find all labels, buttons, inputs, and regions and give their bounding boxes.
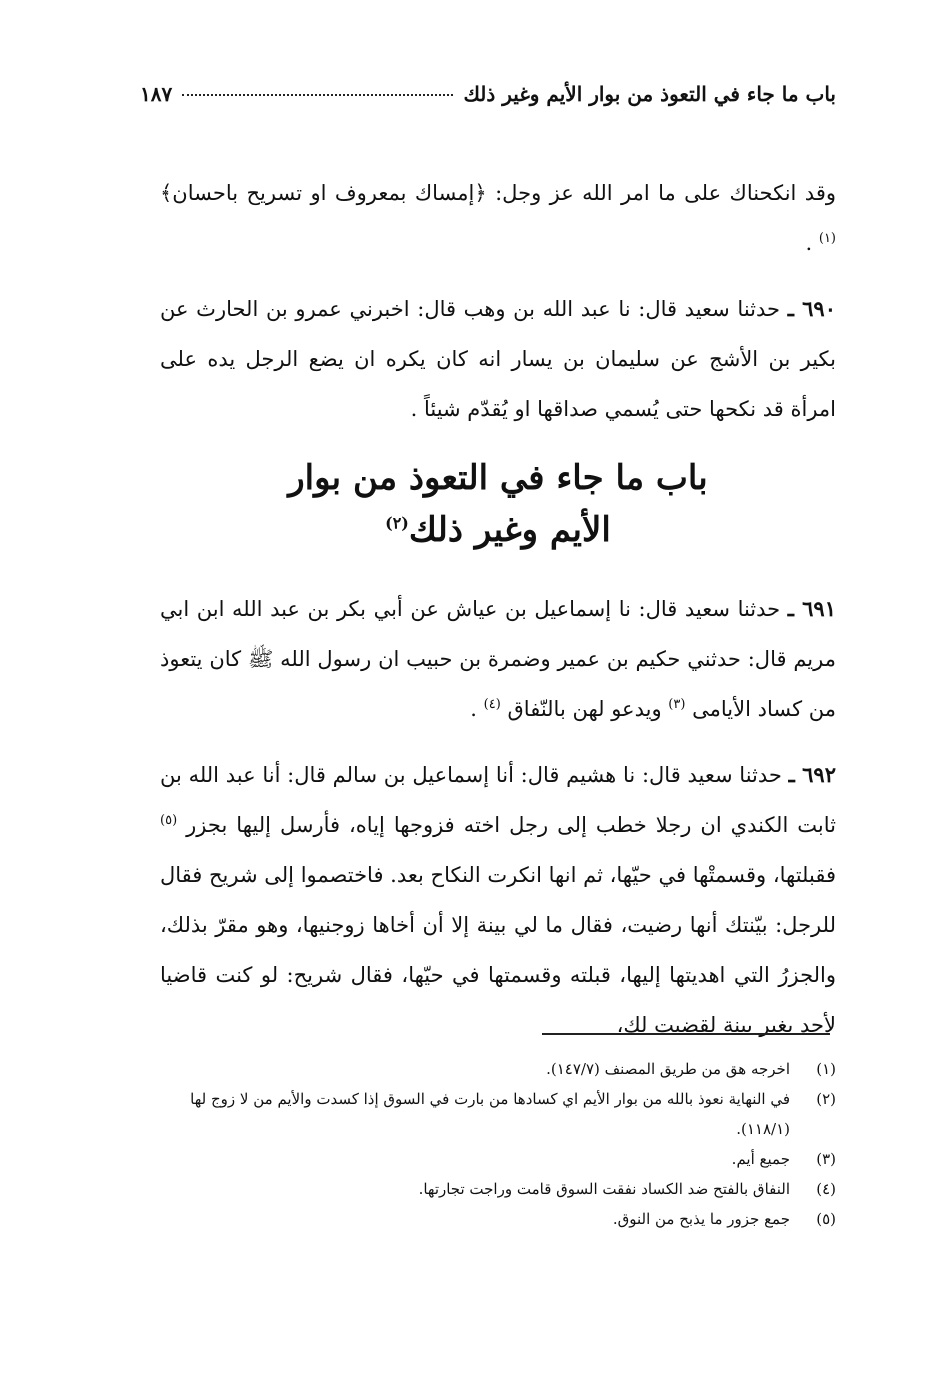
chapter-heading	[160, 452, 836, 556]
footnote-text: جمع جزور ما يذبح من النوق.	[612, 1210, 790, 1228]
hadith-paragraph-691	[160, 584, 836, 734]
hadith-paragraph-690	[160, 284, 836, 434]
footnote-separator	[542, 1033, 830, 1035]
chapter-title-line-2: الأيم وغير ذلك	[408, 510, 611, 550]
text-block-bottom	[160, 584, 836, 1066]
header-leader-dots	[182, 94, 453, 96]
footnote-marker: (٣)	[668, 697, 686, 712]
footnote-item	[160, 1054, 836, 1084]
footnote-item	[160, 1174, 836, 1204]
paragraph-continued	[160, 168, 836, 268]
footnote-number: (٢)	[816, 1090, 836, 1108]
footnote-text: في النهاية نعوذ بالله من بوار الأيم اي كسادها من بارت في السوق إذا كسدت والأيم من لا زوج لها (١١٨/١).	[190, 1090, 790, 1138]
header-title: باب ما جاء في التعوذ من بوار الأيم وغير ذلك	[463, 82, 836, 106]
paragraph-text: ويدعو لهن بالنّفاق	[507, 697, 662, 721]
footnote-number: (٥)	[816, 1210, 836, 1228]
footnote-text: النفاق بالفتح ضد الكساد نفقت السوق قامت وراجت تجارتها.	[418, 1180, 790, 1198]
hadith-number: ٦٩١ ـ	[787, 596, 836, 621]
hadith-paragraph-692	[160, 750, 836, 1050]
chapter-title-line-2-wrap	[160, 504, 836, 556]
footnote-item	[160, 1084, 836, 1144]
footnote-item	[160, 1144, 836, 1174]
paragraph-tail: .	[805, 231, 813, 255]
paragraph-text: فقبلتها، وقسمتْها في حيّها، ثم انها انكرت النكاح بعد. فاختصموا إلى شريح فقال للرجل: بيّنتك أنها رضيت، فقال ما لي بينة إلا أن أخاها زوجنيها، وهو مقرّ بذلك، والجزرُ التي اهديتها إليها، قبلته وقسمتها في حيّها، فقال شريح: لو كنت قاضيا لأحد بغير بينة لقضيت لك،	[160, 863, 836, 1037]
hadith-number: ٦٩٢ ـ	[788, 762, 836, 787]
footnote-marker: (٤)	[483, 697, 501, 712]
paragraph-text: حدثنا سعيد قال: نا عبد الله بن وهب قال: اخبرني عمرو بن الحارث عن بكير بن الأشج عن سليمان بن يسار انه كان يكره ان يضع الرجل يده على امرأة قد نكحها حتى يُسمي صداقها او يُقدّم شيئاً .	[160, 297, 836, 421]
footnote-marker: (١)	[818, 231, 836, 246]
footnotes	[160, 1054, 836, 1234]
hadith-number: ٦٩٠ ـ	[787, 296, 836, 321]
paragraph-text: وقد انكحناك على ما امر الله عز وجل: ﴿إمساك بمعروف او تسريح باحسان﴾	[160, 181, 836, 205]
text-block-top	[160, 168, 836, 450]
footnote-number: (٣)	[816, 1150, 836, 1168]
footnote-text: جميع أيم.	[731, 1150, 790, 1168]
paragraph-tail: .	[470, 697, 477, 721]
running-header	[140, 82, 836, 106]
footnote-number: (١)	[816, 1060, 836, 1078]
chapter-title-line-1: باب ما جاء في التعوذ من بوار	[288, 458, 708, 498]
footnote-item	[160, 1204, 836, 1234]
footnote-text: اخرجه هق من طريق المصنف (١٤٧/٧).	[546, 1060, 790, 1078]
footnote-marker: (٥)	[160, 813, 178, 828]
page-number: ١٨٧	[140, 82, 173, 106]
footnote-marker: (٢)	[385, 513, 409, 533]
footnote-number: (٤)	[816, 1180, 836, 1198]
paragraph-text: حدثنا سعيد قال: نا إسماعيل بن عياش عن أبي بكر بن عبد الله ابن ابي مريم قال: حدثني حكيم بن عمير وضمرة بن حبيب ان رسول الله ﷺ كان يتعوذ من كساد الأيامى	[160, 597, 836, 721]
paragraph-text: حدثنا سعيد قال: نا هشيم قال: أنا إسماعيل بن سالم قال: أنا عبد الله بن ثابت الكندي ان رجلا خطب إلى رجل اخته فزوجها إياه، فأرسل إليها بجزر	[160, 763, 836, 837]
